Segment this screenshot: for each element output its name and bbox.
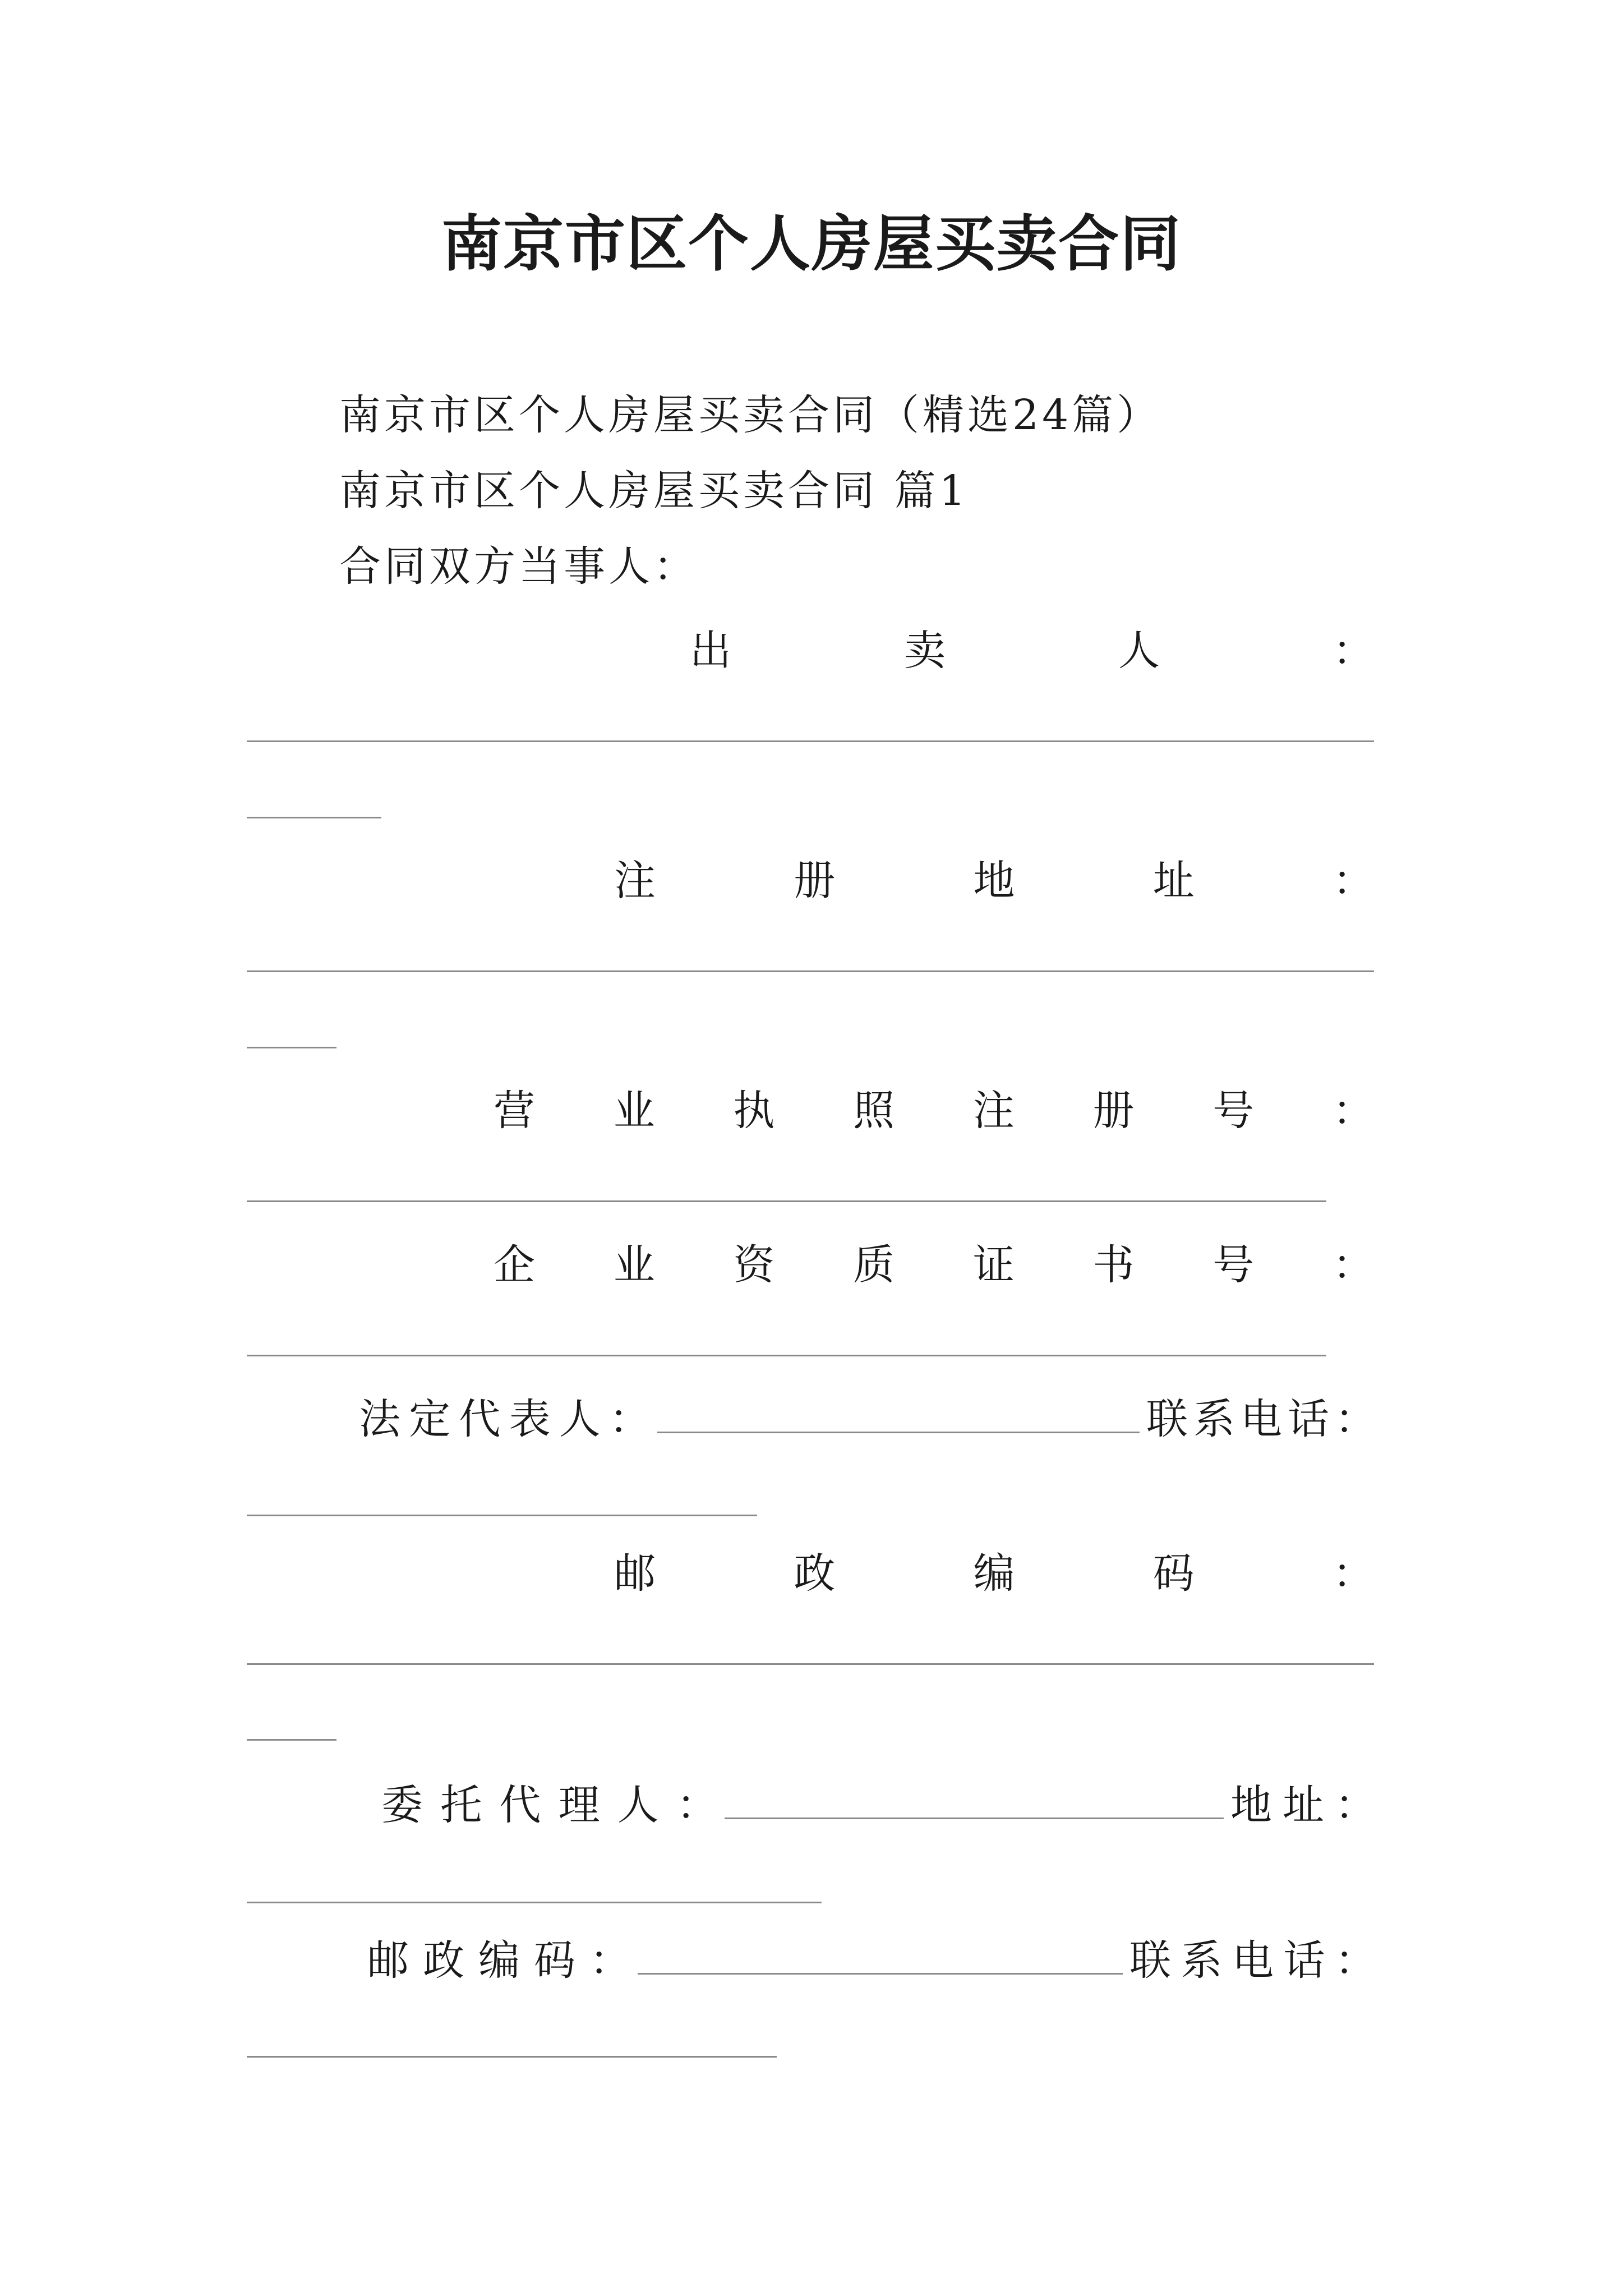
agent-postal-row — [247, 1932, 1376, 1989]
agent-label: 委 托 代 理 人 ： — [381, 1781, 718, 1829]
agent-address-line[interactable] — [247, 1902, 822, 1903]
agent-row — [247, 1777, 1376, 1833]
business-license-label: 营 业 执 照 注 册 号 ： — [494, 1087, 1374, 1135]
qualification-cert-label: 企 业 资 质 证 书 号 ： — [494, 1241, 1374, 1289]
agent-phone-line[interactable] — [247, 2056, 777, 2058]
agent-address-label: 地 址 ： — [1230, 1781, 1376, 1829]
qualification-cert-line[interactable] — [247, 1355, 1326, 1356]
agent-blank[interactable] — [725, 1778, 1224, 1819]
document-title: 南京市区个人房屋买卖合同 — [441, 209, 1182, 279]
section-heading: 南京市区个人房屋买卖合同 篇1 — [339, 467, 969, 515]
agent-postal-label: 邮 政 编 码 ： — [367, 1936, 631, 1985]
legal-rep-label: 法 定 代 表 人 ： — [359, 1395, 651, 1443]
parties-label: 合同双方当事人： — [339, 542, 698, 591]
seller-line[interactable] — [247, 740, 1374, 742]
registered-address-line[interactable] — [247, 970, 1374, 972]
phone-line[interactable] — [247, 1515, 757, 1516]
phone-label: 联 系 电 话 ： — [1146, 1395, 1376, 1443]
seller-line-cont[interactable] — [247, 817, 381, 818]
subtitle: 南京市区个人房屋买卖合同（精选24篇） — [339, 391, 1162, 439]
seller-label: 出 卖 人 ： — [690, 627, 1374, 675]
legal-rep-row — [247, 1391, 1376, 1447]
registered-address-label: 注 册 地 址 ： — [614, 857, 1374, 905]
business-license-line[interactable] — [247, 1200, 1326, 1202]
legal-rep-blank[interactable] — [657, 1392, 1140, 1433]
postal-code-line-cont[interactable] — [247, 1739, 336, 1741]
agent-postal-blank[interactable] — [638, 1934, 1123, 1975]
registered-address-line-cont[interactable] — [247, 1047, 336, 1048]
postal-code-line[interactable] — [247, 1663, 1374, 1665]
agent-phone-label: 联 系 电 话 ： — [1129, 1936, 1376, 1985]
postal-code-label: 邮 政 编 码 ： — [614, 1549, 1374, 1598]
